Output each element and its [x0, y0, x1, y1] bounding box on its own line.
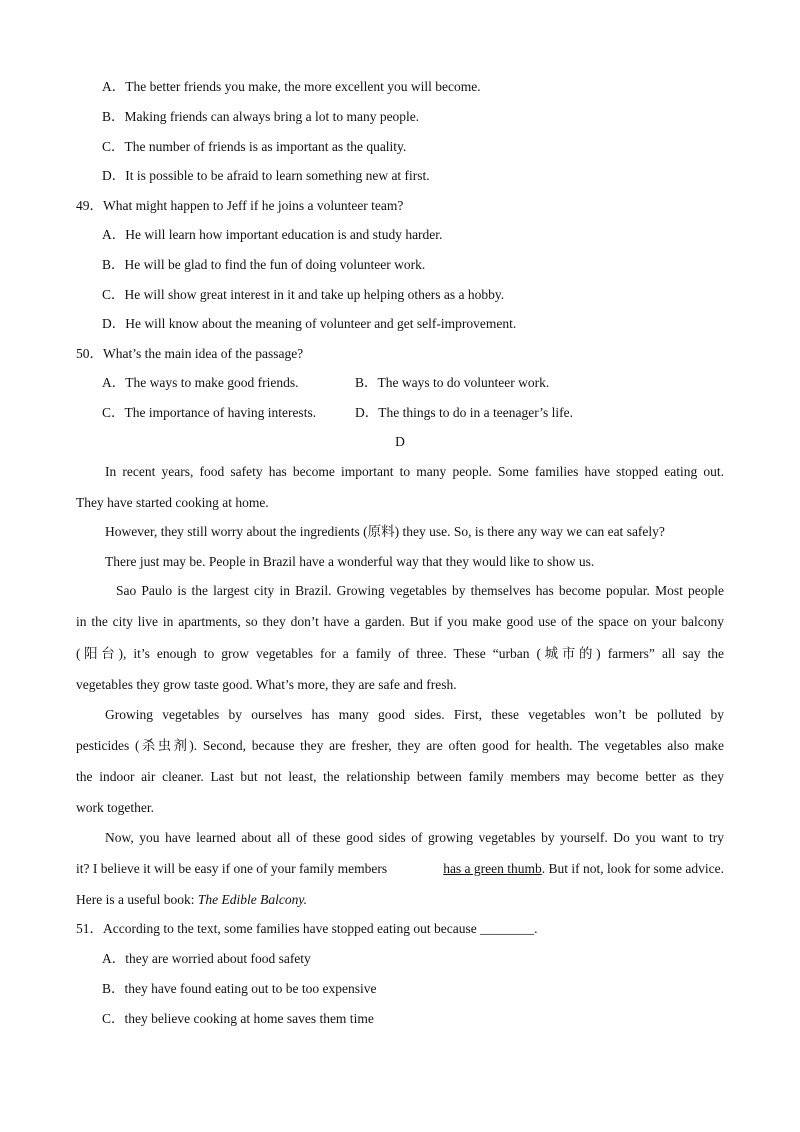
q50-option-c: C．The importance of having interests. [102, 405, 317, 420]
q51-stem: 51．According to the text, some families have stopped eating out because ________. [76, 921, 538, 936]
q48-option-c: C．The number of friends is as important as the quality. [102, 139, 407, 154]
q49-option-d: D．He will know about the meaning of volunteer and get self-improvement. [102, 316, 517, 331]
passage-p6-line3 [76, 891, 307, 909]
passage-p3: There just may be. People in Brazil have a wonderful way that they would like to show us. [105, 554, 595, 569]
passage-p1-line1: In recent years, food safety has become important to many people. Some families have stopped eating out. [105, 464, 724, 479]
q50-option-b: B．The ways to do volunteer work. [355, 375, 550, 390]
passage-p4-line3: (阳台), it’s enough to grow vegetables for a family of three. These “urban (城市的) farmers” all say the [76, 646, 724, 661]
passage-p5-line2: pesticides (杀虫剂). Second, because they are fresher, they are often good for health. The vegetables also make [76, 738, 724, 753]
passage-p4-line1: Sao Paulo is the largest city in Brazil. Growing vegetables by themselves has become popular. Most people [116, 583, 724, 598]
passage-p5-line3: the indoor air cleaner. Last but not least, the relationship between family members may become better as they [76, 769, 724, 784]
q50-option-a: A．The ways to make good friends. [102, 375, 299, 390]
q49-option-b: B．He will be glad to find the fun of doing volunteer work. [102, 257, 426, 272]
q51-option-a: A．they are worried about food safety [102, 951, 311, 966]
q50-stem: 50．What’s the main idea of the passage? [76, 346, 304, 361]
passage-p4-line2: in the city live in apartments, so they don’t have a garden. But if you make good use of the space on your balcony [76, 614, 724, 629]
q48-option-a: A．The better friends you make, the more excellent you will become. [102, 79, 481, 94]
passage-p5-line4: work together. [76, 800, 154, 815]
q49-option-c: C．He will show great interest in it and take up helping others as a hobby. [102, 287, 505, 302]
q48-option-d: D．It is possible to be afraid to learn something new at first. [102, 168, 430, 183]
q48-option-b: B．Making friends can always bring a lot to many people. [102, 109, 420, 124]
passage-p6-line2-end: . But if not, look for some advice. [541, 861, 724, 876]
passage-p6-line1: Now, you have learned about all of these good sides of growing vegetables by yourself. Do you want to try [105, 830, 724, 845]
passage-p5-line1: Growing vegetables by ourselves has many good sides. First, these vegetables won’t be polluted by [105, 707, 724, 722]
q51-option-b: B．they have found eating out to be too expensive [102, 981, 377, 996]
q49-option-a: A．He will learn how important education is and study harder. [102, 227, 443, 242]
passage-p1-line2: They have started cooking at home. [76, 495, 269, 510]
idiom-green-thumb: has a green thumb [443, 861, 542, 876]
q50-option-d: D．The things to do in a teenager’s life. [355, 405, 573, 420]
passage-p6-line2 [76, 860, 724, 878]
q49-stem: 49．What might happen to Jeff if he joins a volunteer team? [76, 198, 404, 213]
passage-p2: However, they still worry about the ingredients (原料) they use. So, is there any way we can eat safely? [105, 524, 665, 539]
passage-p6-line2-start: it? I believe it will be easy if one of your family members [76, 861, 388, 876]
q51-option-c: C．they believe cooking at home saves them time [102, 1011, 374, 1026]
passage-p6-line3-text: Here is a useful book: [76, 892, 195, 907]
passage-heading: D [395, 434, 405, 449]
passage-p4-line4: vegetables they grow taste good. What’s more, they are safe and fresh. [76, 677, 457, 692]
book-title: The Edible Balcony. [197, 892, 307, 907]
